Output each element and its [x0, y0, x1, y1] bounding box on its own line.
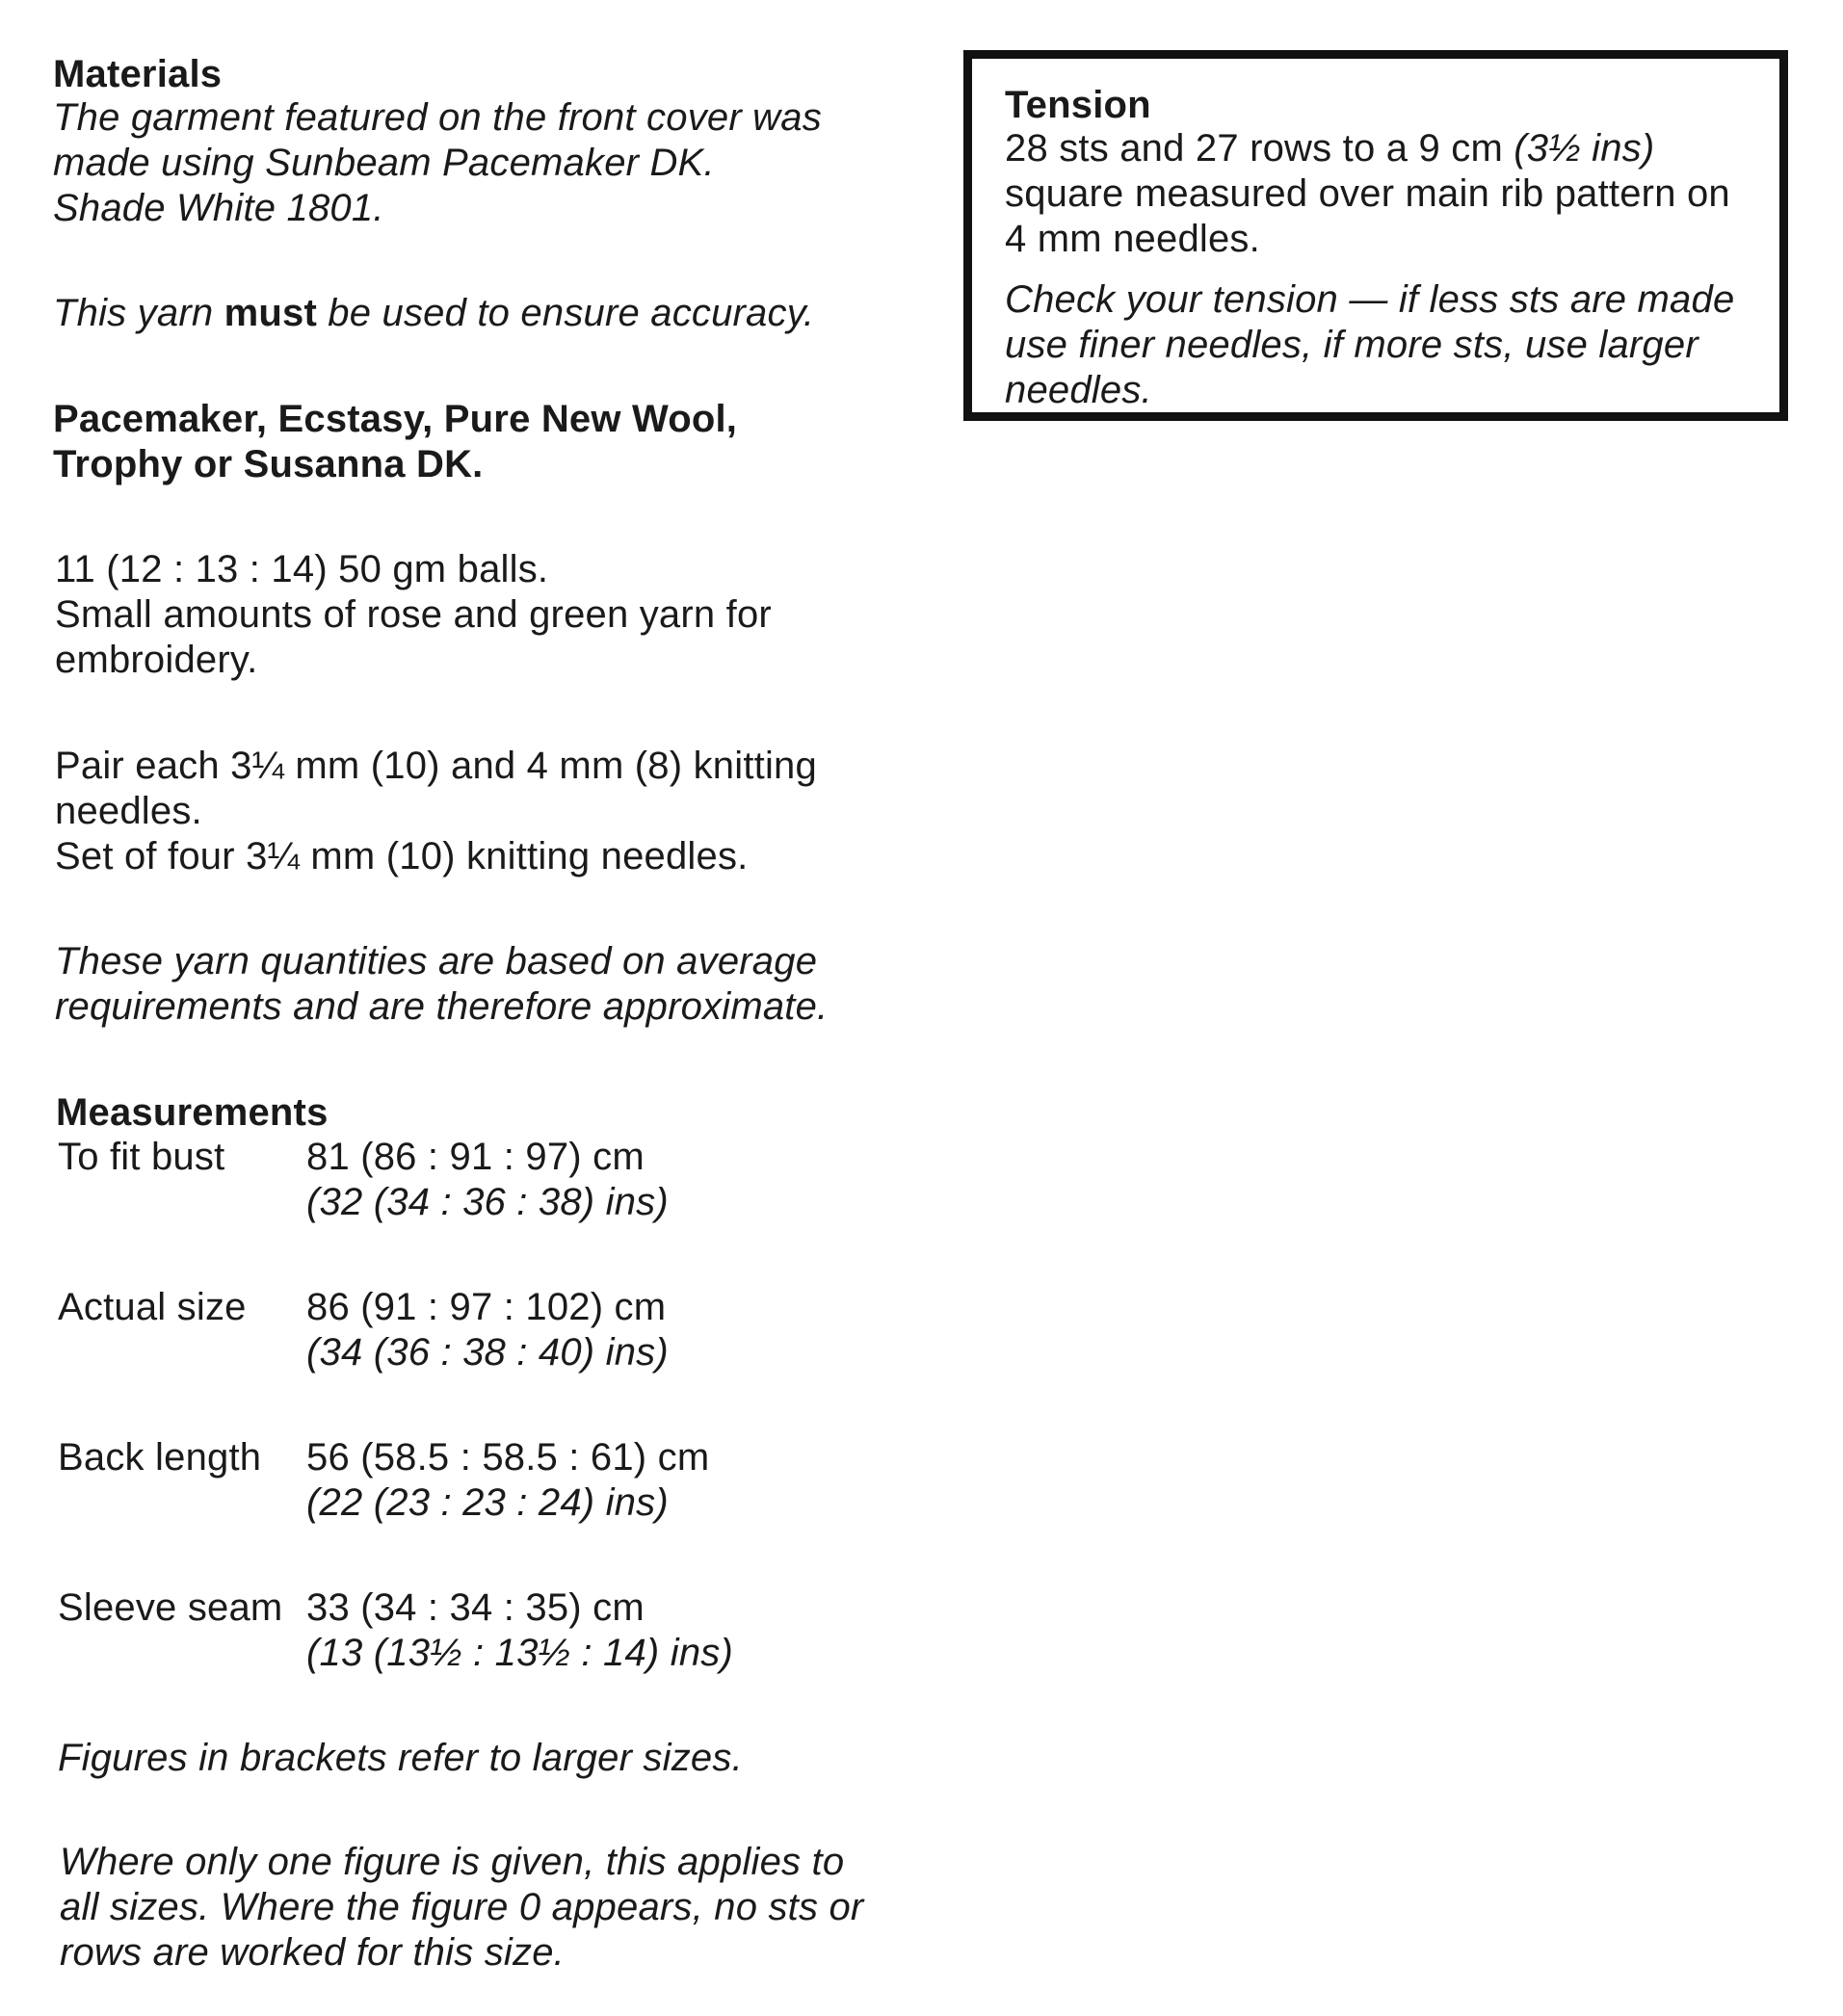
measurement-ins: (32 (34 : 36 : 38) ins) [306, 1181, 669, 1223]
materials-heading: Materials [53, 53, 223, 95]
measurement-cm: 81 (86 : 91 : 97) cm [306, 1136, 645, 1178]
yarn-alternatives: Pacemaker, Ecstasy, Pure New Wool, Trophy or Susanna DK. [53, 398, 738, 485]
tension-gauge [1005, 126, 1654, 171]
tension-gauge-ins: (3½ ins) [1514, 127, 1655, 170]
measurement-ins: (34 (36 : 38 : 40) ins) [306, 1331, 669, 1374]
must-use-note-start: This yarn [53, 292, 224, 334]
tension-heading: Tension [1005, 84, 1151, 126]
measurements-heading: Measurements [56, 1091, 329, 1134]
tension-box [963, 50, 1788, 421]
single-figure-note: Where only one figure is given, this applies to all sizes. Where the figure 0 appears, no sts or rows are worked for this size. [60, 1841, 864, 1974]
materials-intro: The garment featured on the front cover was made using Sunbeam Pacemaker DK. Shade White 1801. [53, 96, 822, 229]
needles-list: Pair each 3¼ mm (10) and 4 mm (8) knitting needles. Set of four 3¼ mm (10) knitting needles. [55, 745, 817, 877]
tension-check: Check your tension — if less sts are made use finer needles, if more sts, use larger needles. [1005, 278, 1735, 411]
must-emphasis: must [224, 292, 317, 334]
measurement-label: To fit bust [58, 1136, 225, 1178]
must-use-note-end: be used to ensure accuracy. [316, 292, 815, 334]
measurement-cm: 56 (58.5 : 58.5 : 61) cm [306, 1436, 710, 1479]
measurement-ins: (22 (23 : 23 : 24) ins) [306, 1481, 669, 1524]
measurement-cm: 86 (91 : 97 : 102) cm [306, 1286, 667, 1328]
must-use-note [53, 291, 814, 336]
yarn-quantities: 11 (12 : 13 : 14) 50 gm balls. Small amounts of rose and green yarn for embroidery. [55, 548, 772, 681]
measurement-cm: 33 (34 : 34 : 35) cm [306, 1586, 645, 1629]
measurement-label: Back length [58, 1436, 262, 1479]
quantities-note: These yarn quantities are based on average requirements and are therefore approximate. [55, 940, 829, 1028]
tension-gauge-text: 28 sts and 27 rows to a 9 cm [1005, 127, 1514, 170]
measurement-ins: (13 (13½ : 13½ : 14) ins) [306, 1632, 734, 1674]
measurement-label: Actual size [58, 1286, 247, 1328]
brackets-note: Figures in brackets refer to larger sizes. [58, 1737, 743, 1779]
tension-body: square measured over main rib pattern on 4 mm needles. [1005, 172, 1730, 260]
measurement-label: Sleeve seam [58, 1586, 283, 1629]
